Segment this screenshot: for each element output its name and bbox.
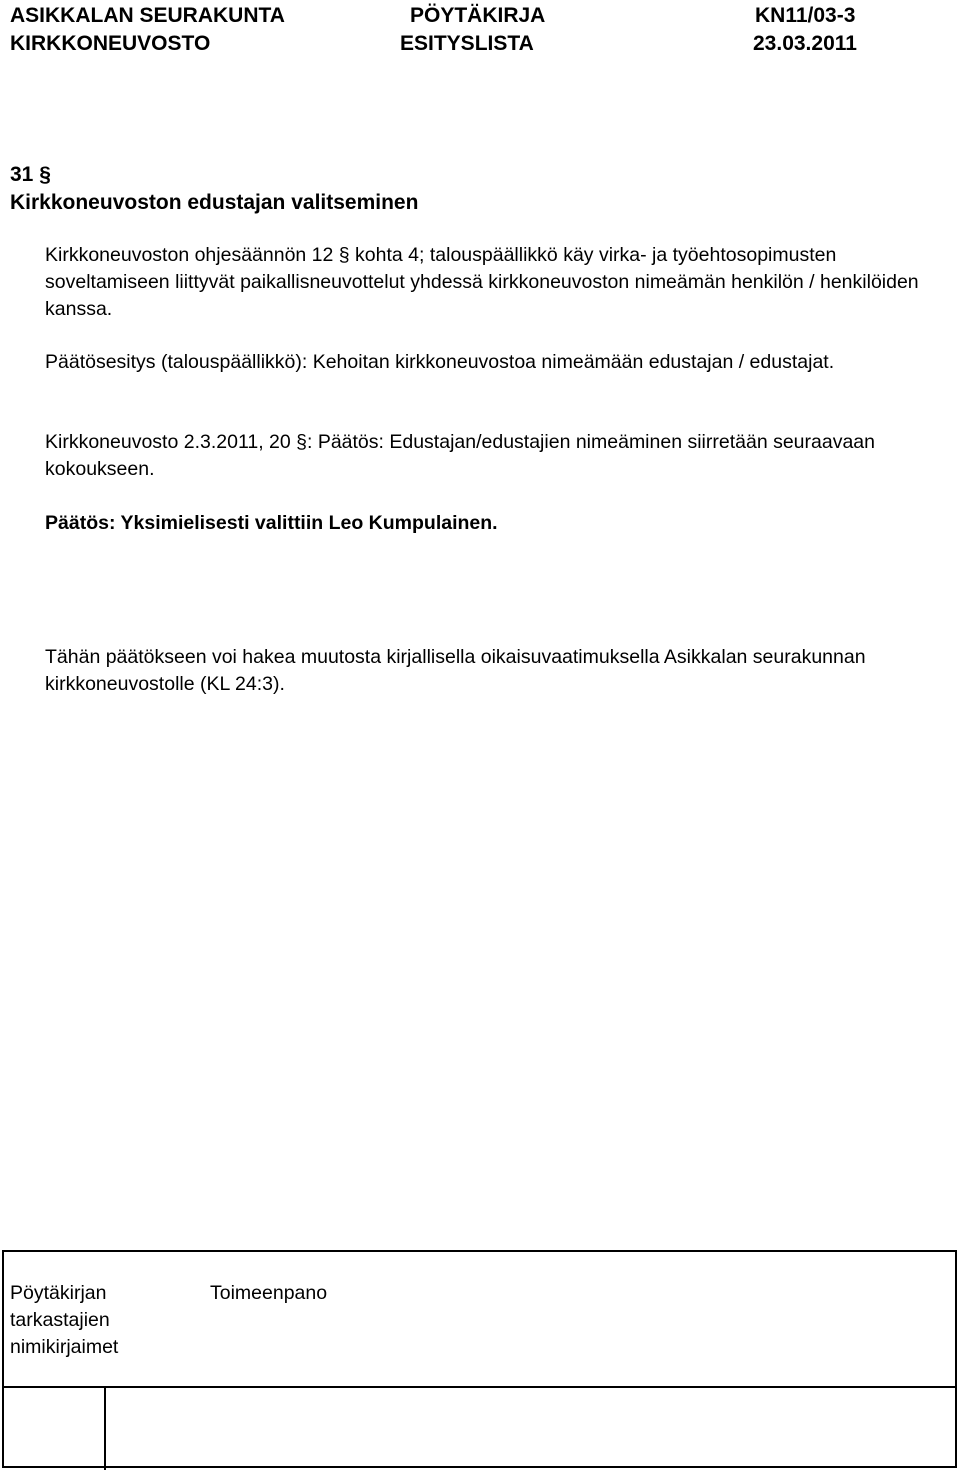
item-title: Kirkkoneuvoston edustajan valitseminen: [10, 191, 419, 214]
header-doc-subtype: ESITYSLISTA: [400, 32, 534, 55]
signature-box-column-divider: [104, 1386, 106, 1470]
header-body: KIRKKONEUVOSTO: [10, 32, 211, 55]
header-doc-type: PÖYTÄKIRJA: [410, 4, 546, 27]
signatures-label-line1: Pöytäkirjan: [10, 1282, 107, 1304]
paragraph-previous-meeting: Kirkkoneuvosto 2.3.2011, 20 §: Päätös: Edustajan/edustajien nimeäminen siirretään seuraavaan kokoukseen.: [45, 431, 875, 480]
paragraph-decision: Päätös: Yksimielisesti valittiin Leo Kumpulainen.: [45, 512, 498, 534]
paragraph-background: Kirkkoneuvoston ohjesäännön 12 § kohta 4; talouspäällikkö käy virka- ja työehtosopimusten soveltamiseen liittyvät paikallisneuvottelut yhdessä kirkkoneuvoston nimeämän henkilön / henkilöiden kanssa.: [45, 244, 919, 320]
signature-box: [2, 1250, 957, 1468]
execution-label: Toimeenpano: [210, 1282, 328, 1304]
paragraph-appeal: Tähän päätökseen voi hakea muutosta kirjallisella oikaisuvaatimuksella Asikkalan seurakunnan kirkkoneuvostolle (KL 24:3).: [45, 646, 866, 695]
header-org: ASIKKALAN SEURAKUNTA: [10, 4, 285, 27]
header-date: 23.03.2011: [753, 32, 857, 55]
signatures-label-line3: nimikirjaimet: [10, 1336, 119, 1358]
item-number: 31 §: [10, 163, 51, 186]
paragraph-proposal: Päätösesitys (talouspäällikkö): Kehoitan kirkkoneuvostoa nimeämään edustajan / edustajat.: [45, 351, 835, 373]
header-ref: KN11/03-3: [755, 4, 856, 27]
signature-box-divider: [2, 1386, 957, 1388]
signatures-label-line2: tarkastajien: [10, 1309, 110, 1331]
